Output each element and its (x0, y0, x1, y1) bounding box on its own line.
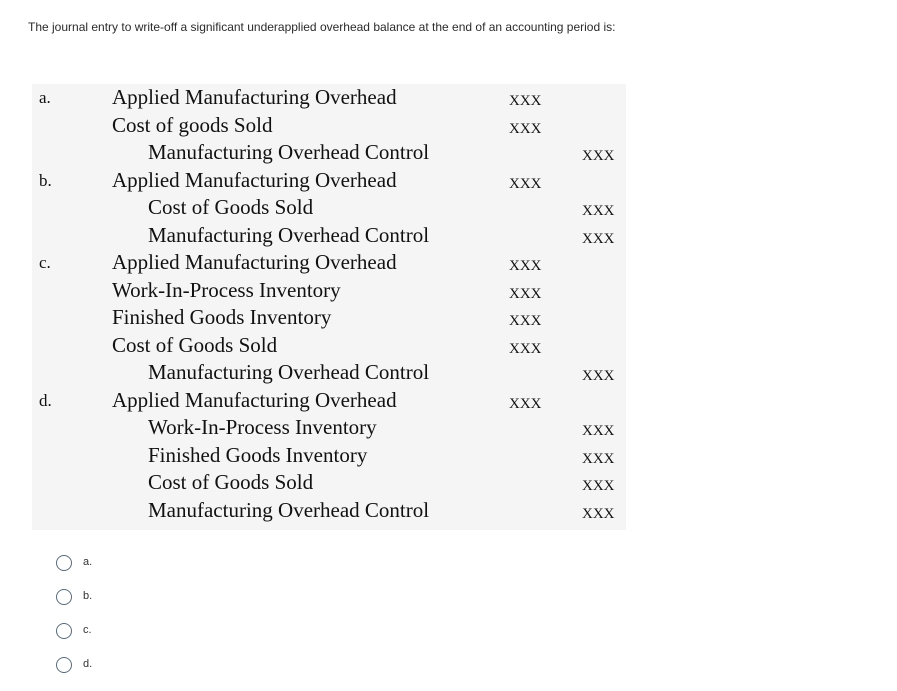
question-text: The journal entry to write-off a significant underapplied overhead balance at the end of an accounting period is: (28, 20, 616, 34)
credit-amount: XXX (582, 368, 615, 384)
account-name: Cost of Goods Sold (112, 332, 278, 357)
journal-entry-line (32, 194, 626, 222)
answer-options (56, 555, 216, 691)
journal-entry-line (32, 222, 626, 250)
account-name: Applied Manufacturing Overhead (112, 250, 397, 274)
journal-entries-image (32, 84, 626, 530)
credit-amount: XXX (582, 203, 615, 219)
account-name: Applied Manufacturing Overhead (112, 85, 397, 109)
account-name: Applied Manufacturing Overhead (112, 387, 397, 412)
debit-amount: XXX (509, 340, 542, 357)
answer-option-4[interactable] (56, 657, 216, 691)
journal-entry-line (32, 359, 626, 387)
account-name: Work-In-Process Inventory (112, 277, 341, 302)
journal-entry-line (32, 84, 626, 112)
credit-amount: XXX (582, 450, 615, 467)
account-name: Cost of Goods Sold (148, 195, 314, 219)
credit-amount: XXX (582, 423, 615, 439)
debit-amount: XXX (509, 258, 542, 274)
debit-amount: XXX (509, 175, 542, 192)
entry-letter: d. (39, 390, 52, 410)
entry-letter: c. (39, 253, 51, 272)
debit-amount: XXX (509, 120, 542, 137)
debit-amount: XXX (509, 395, 542, 412)
journal-entry-line (32, 167, 626, 195)
journal-entry-line (32, 497, 626, 525)
account-name: Applied Manufacturing Overhead (112, 167, 397, 192)
credit-amount: XXX (582, 230, 615, 247)
account-name: Manufacturing Overhead Control (148, 360, 430, 384)
option-label: b. (83, 590, 93, 602)
account-name: Manufacturing Overhead Control (148, 497, 430, 522)
journal-entry-line (32, 139, 626, 167)
account-name: Cost of Goods Sold (148, 470, 314, 494)
account-name: Work-In-Process Inventory (148, 415, 377, 439)
journal-entry-line (32, 304, 626, 332)
radio-button[interactable] (56, 623, 72, 639)
credit-amount: XXX (582, 478, 615, 494)
option-label: c. (83, 624, 92, 636)
option-label: d. (83, 658, 93, 670)
journal-entry-line (32, 387, 626, 415)
entry-letter: a. (39, 88, 51, 107)
entry-letter: b. (39, 170, 52, 190)
journal-entry-line (32, 332, 626, 360)
radio-button[interactable] (56, 657, 72, 673)
account-name: Finished Goods Inventory (112, 305, 332, 329)
credit-amount: XXX (582, 505, 615, 522)
radio-button[interactable] (56, 589, 72, 605)
radio-button[interactable] (56, 555, 72, 571)
journal-entry-line (32, 442, 626, 470)
journal-entry-line (32, 277, 626, 305)
answer-option-2[interactable] (56, 589, 216, 623)
account-name: Cost of goods Sold (112, 112, 273, 137)
account-name: Finished Goods Inventory (148, 442, 368, 467)
account-name: Manufacturing Overhead Control (148, 222, 430, 247)
debit-amount: XXX (509, 313, 542, 329)
journal-entry-line (32, 112, 626, 140)
credit-amount: XXX (582, 148, 615, 164)
option-label: a. (83, 556, 93, 568)
journal-entry-line (32, 469, 626, 497)
answer-option-1[interactable] (56, 555, 216, 589)
account-name: Manufacturing Overhead Control (148, 140, 430, 164)
debit-amount: XXX (509, 285, 542, 302)
debit-amount: XXX (509, 93, 542, 109)
journal-entry-line (32, 414, 626, 442)
answer-option-3[interactable] (56, 623, 216, 657)
journal-entry-line (32, 249, 626, 277)
